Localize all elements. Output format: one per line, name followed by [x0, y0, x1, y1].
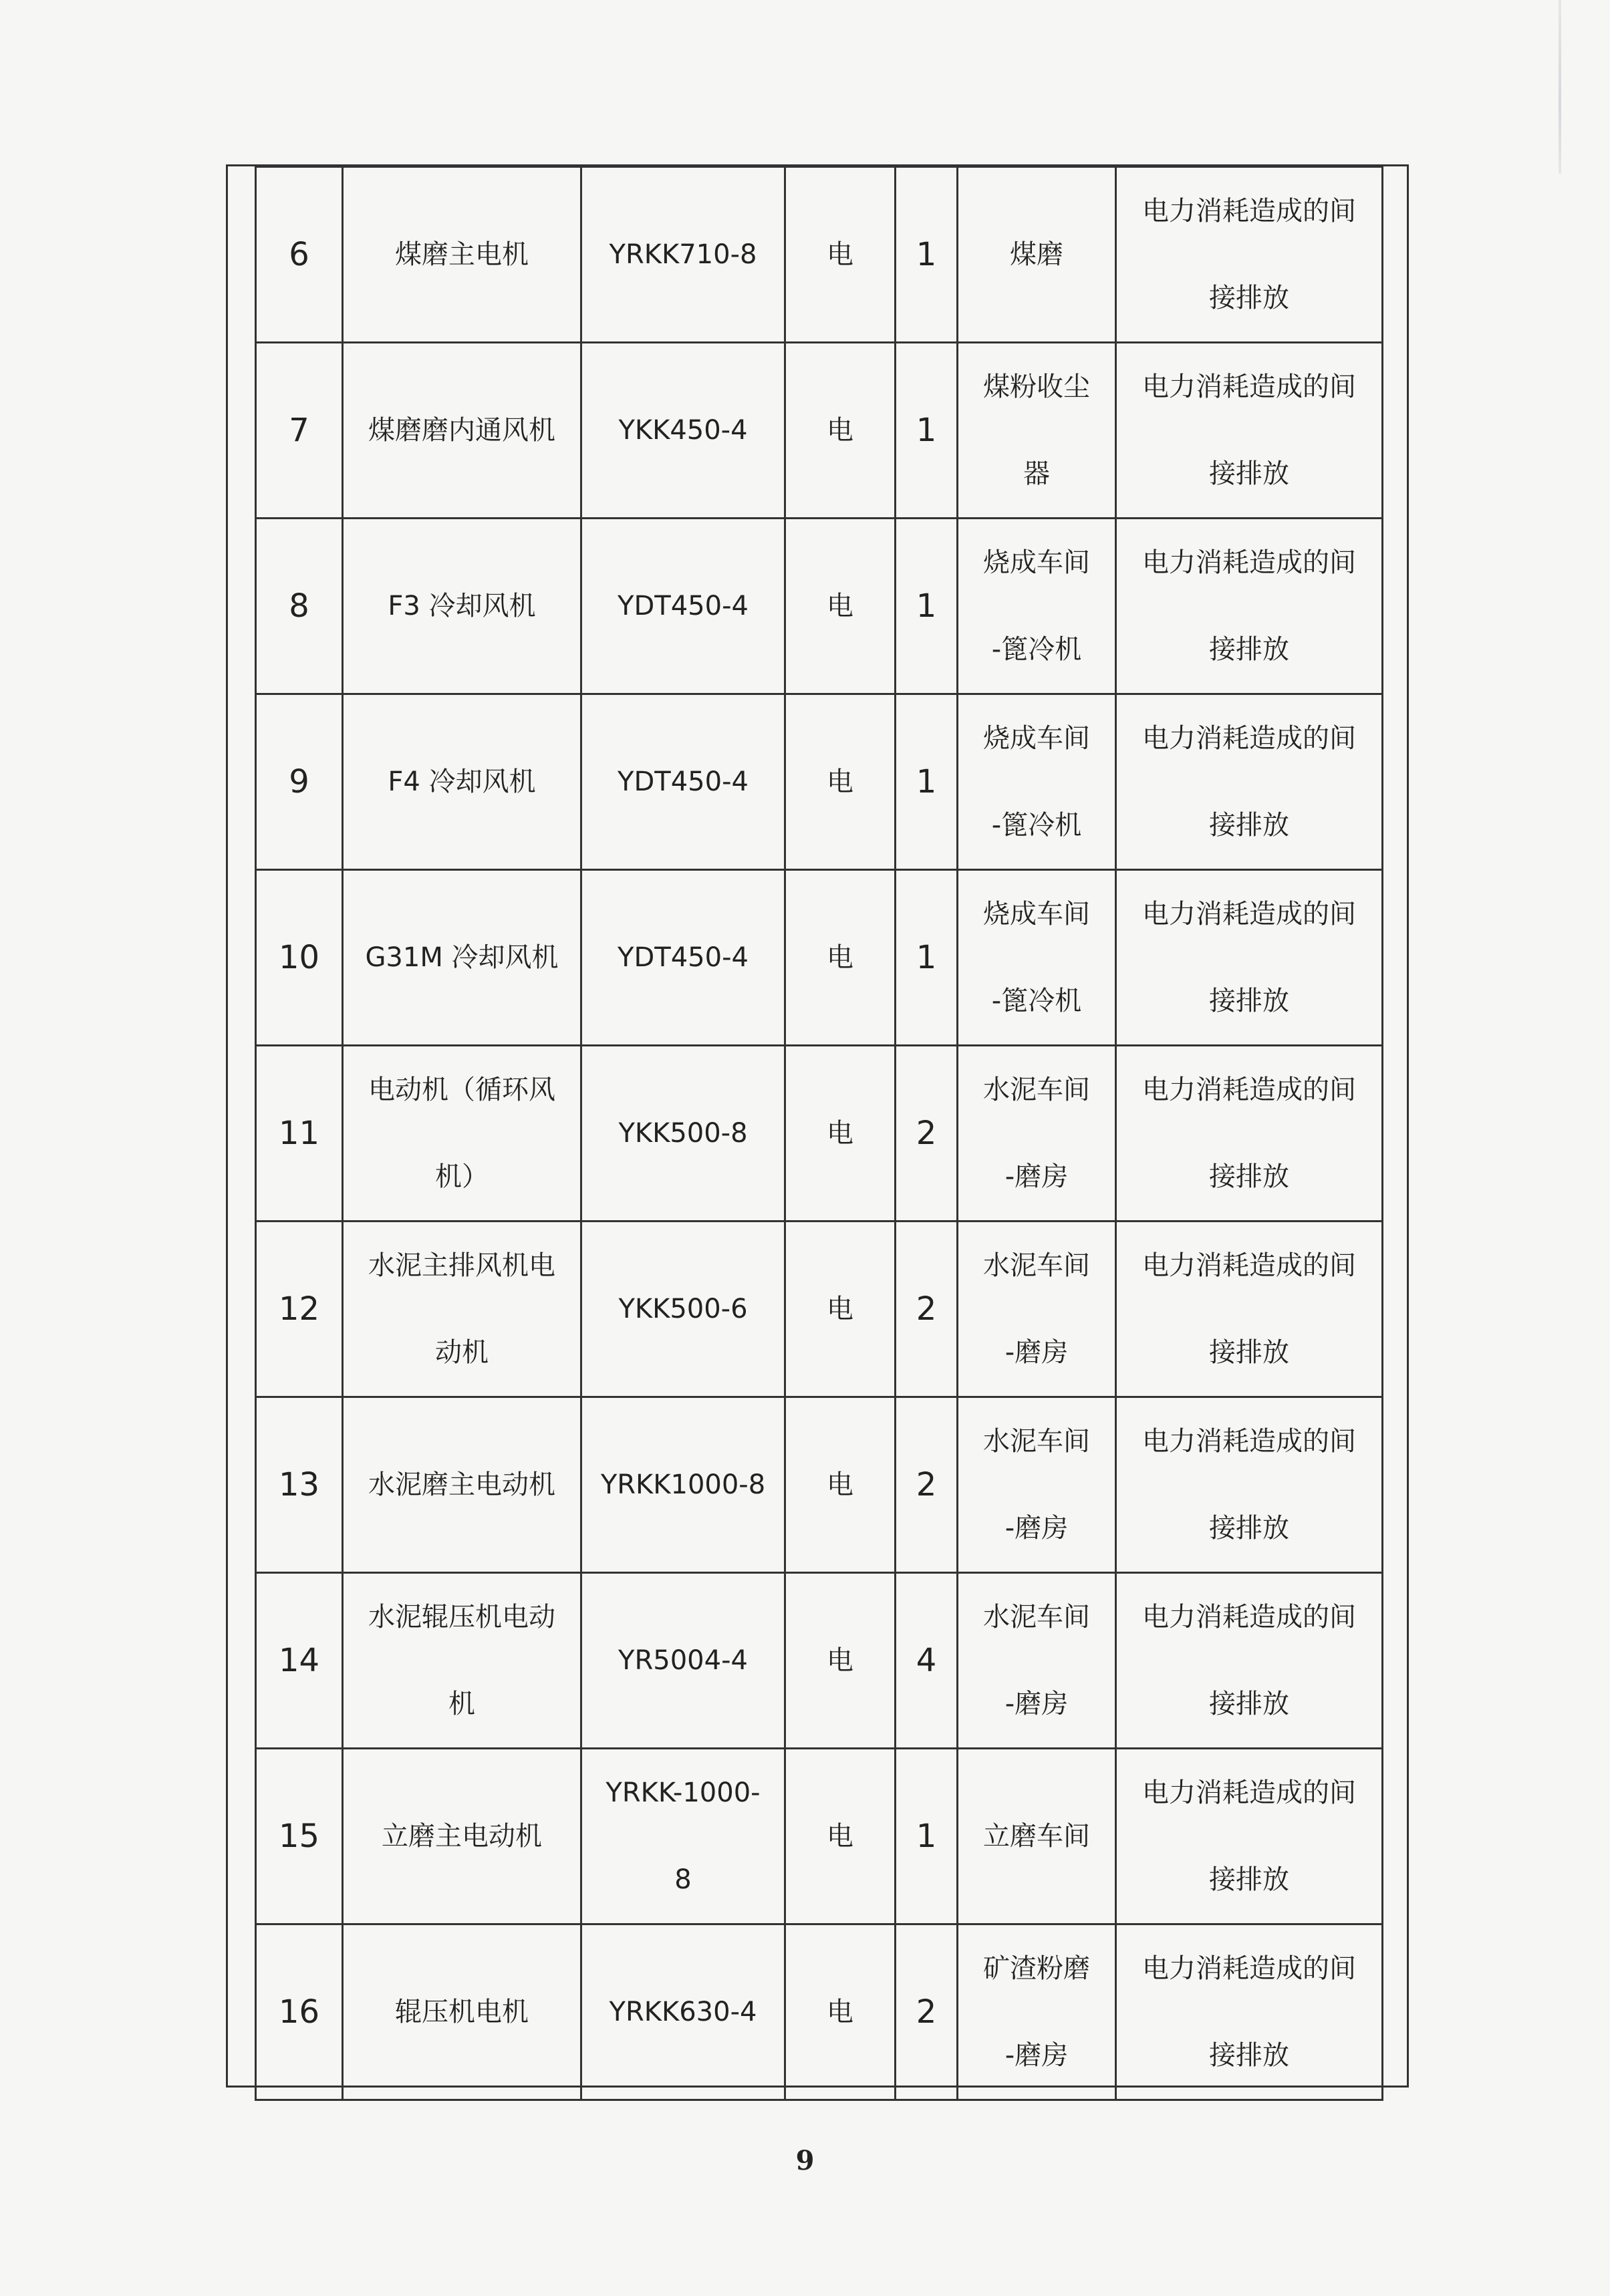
- model-line: YDT450-4: [618, 942, 749, 973]
- cell-equipment-name: [343, 694, 581, 870]
- location-line: -磨房: [1004, 2040, 1069, 2071]
- note-line: 接排放: [1209, 986, 1289, 1016]
- cell-no: 14: [256, 1573, 343, 1749]
- cell-quantity: 1: [896, 343, 958, 519]
- model-line: YRKK630-4: [609, 1997, 757, 2027]
- cell-note: [1116, 1924, 1383, 2100]
- note-line: 电力消耗造成的间: [1142, 1777, 1356, 1808]
- model-line: YKK500-8: [618, 1118, 748, 1149]
- location-line: 水泥车间: [983, 1426, 1090, 1457]
- table-row: [256, 519, 1383, 694]
- table-row: [256, 1222, 1383, 1397]
- cell-quantity: 1: [896, 1749, 958, 1924]
- cell-location: [958, 167, 1116, 343]
- model-line: YR5004-4: [618, 1645, 748, 1676]
- location-line: -磨房: [1004, 1337, 1069, 1368]
- cell-quantity: 4: [896, 1573, 958, 1749]
- model-line: YRKK-1000-: [606, 1777, 761, 1808]
- location-line: -磨房: [1004, 1161, 1069, 1192]
- cell-equipment-name: [343, 519, 581, 694]
- name-line: 机: [448, 1689, 475, 1719]
- cell-location: [958, 1222, 1116, 1397]
- cell-equipment-name: [343, 1749, 581, 1924]
- cell-no: 15: [256, 1749, 343, 1924]
- name-line: 立磨主电动机: [382, 1821, 542, 1852]
- note-line: 接排放: [1209, 283, 1289, 313]
- name-line: 辊压机电机: [395, 1997, 529, 2027]
- cell-quantity: 2: [896, 1046, 958, 1222]
- cell-quantity: 2: [896, 1397, 958, 1573]
- location-line: 烧成车间: [983, 899, 1090, 929]
- model-line: YKK450-4: [618, 415, 748, 446]
- location-line: 烧成车间: [983, 547, 1090, 578]
- cell-equipment-name: [343, 1573, 581, 1749]
- cell-location: [958, 1046, 1116, 1222]
- location-line: -篦冷机: [991, 810, 1082, 841]
- cell-model: [581, 1924, 785, 2100]
- cell-note: [1116, 1573, 1383, 1749]
- location-line: 器: [1023, 458, 1050, 489]
- cell-model: [581, 343, 785, 519]
- name-line: 煤磨主电机: [395, 239, 529, 270]
- name-line: 机）: [435, 1161, 489, 1192]
- cell-energy-type: 电: [785, 694, 896, 870]
- cell-note: [1116, 1046, 1383, 1222]
- cell-location: [958, 694, 1116, 870]
- note-line: 接排放: [1209, 634, 1289, 665]
- cell-equipment-name: [343, 1046, 581, 1222]
- model-line: YDT450-4: [618, 766, 749, 797]
- model-line: YRKK710-8: [609, 239, 757, 270]
- cell-energy-type: 电: [785, 343, 896, 519]
- cell-no: 6: [256, 167, 343, 343]
- cell-note: [1116, 870, 1383, 1046]
- note-line: 接排放: [1209, 1161, 1289, 1192]
- note-line: 接排放: [1209, 1689, 1289, 1719]
- model-line: 8: [674, 1864, 692, 1895]
- cell-quantity: 1: [896, 167, 958, 343]
- cell-energy-type: 电: [785, 167, 896, 343]
- table-row: [256, 167, 1383, 343]
- table-row: [256, 694, 1383, 870]
- cell-location: [958, 343, 1116, 519]
- cell-energy-type: 电: [785, 1749, 896, 1924]
- cell-quantity: 2: [896, 1222, 958, 1397]
- cell-location: [958, 1397, 1116, 1573]
- note-line: 电力消耗造成的间: [1142, 899, 1356, 929]
- table-row: [256, 1046, 1383, 1222]
- note-line: 接排放: [1209, 810, 1289, 841]
- note-line: 电力消耗造成的间: [1142, 547, 1356, 578]
- cell-model: [581, 167, 785, 343]
- cell-note: [1116, 1222, 1383, 1397]
- cell-equipment-name: [343, 1222, 581, 1397]
- cell-quantity: 1: [896, 870, 958, 1046]
- location-line: 水泥车间: [983, 1602, 1090, 1632]
- cell-model: [581, 1046, 785, 1222]
- cell-note: [1116, 1397, 1383, 1573]
- cell-energy-type: 电: [785, 519, 896, 694]
- cell-equipment-name: [343, 1397, 581, 1573]
- location-line: -篦冷机: [991, 634, 1082, 665]
- cell-energy-type: 电: [785, 1924, 896, 2100]
- location-line: -磨房: [1004, 1689, 1069, 1719]
- note-line: 电力消耗造成的间: [1142, 1250, 1356, 1281]
- name-line: 水泥磨主电动机: [368, 1469, 555, 1500]
- cell-location: [958, 1573, 1116, 1749]
- cell-model: [581, 1573, 785, 1749]
- name-line: 水泥主排风机电: [368, 1250, 555, 1281]
- cell-model: [581, 1397, 785, 1573]
- note-line: 电力消耗造成的间: [1142, 1602, 1356, 1632]
- cell-model: [581, 1222, 785, 1397]
- cell-no: 9: [256, 694, 343, 870]
- cell-no: 11: [256, 1046, 343, 1222]
- note-line: 电力消耗造成的间: [1142, 196, 1356, 227]
- note-line: 接排放: [1209, 458, 1289, 489]
- cell-no: 10: [256, 870, 343, 1046]
- cell-quantity: 1: [896, 519, 958, 694]
- cell-no: 16: [256, 1924, 343, 2100]
- cell-note: [1116, 694, 1383, 870]
- note-line: 接排放: [1209, 2040, 1289, 2071]
- equipment-table: [255, 166, 1383, 2101]
- location-line: 煤粉收尘: [983, 372, 1090, 402]
- table-body: [256, 167, 1383, 2100]
- cell-equipment-name: [343, 167, 581, 343]
- cell-note: [1116, 167, 1383, 343]
- cell-energy-type: 电: [785, 870, 896, 1046]
- name-line: 煤磨磨内通风机: [368, 415, 555, 446]
- table-row: [256, 1573, 1383, 1749]
- name-line: F3 冷却风机: [388, 591, 536, 621]
- name-line: 水泥辊压机电动: [368, 1602, 555, 1632]
- cell-location: [958, 870, 1116, 1046]
- cell-model: [581, 694, 785, 870]
- cell-energy-type: 电: [785, 1397, 896, 1573]
- model-line: YKK500-6: [618, 1294, 748, 1324]
- cell-quantity: 1: [896, 694, 958, 870]
- cell-no: 8: [256, 519, 343, 694]
- table-row: [256, 1749, 1383, 1924]
- cell-note: [1116, 343, 1383, 519]
- location-line: 立磨车间: [983, 1821, 1090, 1852]
- scan-artifact: [1559, 0, 1561, 174]
- table-row: [256, 1924, 1383, 2100]
- table-row: [256, 870, 1383, 1046]
- cell-no: 13: [256, 1397, 343, 1573]
- cell-equipment-name: [343, 343, 581, 519]
- cell-location: [958, 1749, 1116, 1924]
- location-line: -篦冷机: [991, 986, 1082, 1016]
- cell-equipment-name: [343, 870, 581, 1046]
- location-line: 矿渣粉磨: [983, 1953, 1090, 1984]
- cell-location: [958, 519, 1116, 694]
- cell-energy-type: 电: [785, 1046, 896, 1222]
- cell-equipment-name: [343, 1924, 581, 2100]
- note-line: 电力消耗造成的间: [1142, 372, 1356, 402]
- location-line: 烧成车间: [983, 723, 1090, 754]
- location-line: 水泥车间: [983, 1074, 1090, 1105]
- name-line: G31M 冷却风机: [365, 942, 559, 973]
- model-line: YDT450-4: [618, 591, 749, 621]
- cell-model: [581, 519, 785, 694]
- note-line: 电力消耗造成的间: [1142, 723, 1356, 754]
- location-line: 煤磨: [1010, 239, 1063, 270]
- note-line: 接排放: [1209, 1337, 1289, 1368]
- cell-no: 7: [256, 343, 343, 519]
- cell-energy-type: 电: [785, 1222, 896, 1397]
- cell-no: 12: [256, 1222, 343, 1397]
- cell-quantity: 2: [896, 1924, 958, 2100]
- location-line: -磨房: [1004, 1513, 1069, 1544]
- cell-note: [1116, 519, 1383, 694]
- cell-note: [1116, 1749, 1383, 1924]
- name-line: 动机: [435, 1337, 489, 1368]
- table-row: [256, 1397, 1383, 1573]
- note-line: 接排放: [1209, 1513, 1289, 1544]
- page-number: 9: [795, 2145, 815, 2176]
- name-line: F4 冷却风机: [388, 766, 536, 797]
- location-line: 水泥车间: [983, 1250, 1090, 1281]
- note-line: 电力消耗造成的间: [1142, 1074, 1356, 1105]
- table-row: [256, 343, 1383, 519]
- name-line: 电动机（循环风: [368, 1074, 555, 1105]
- cell-model: [581, 1749, 785, 1924]
- model-line: YRKK1000-8: [600, 1469, 766, 1500]
- cell-location: [958, 1924, 1116, 2100]
- cell-energy-type: 电: [785, 1573, 896, 1749]
- note-line: 电力消耗造成的间: [1142, 1426, 1356, 1457]
- cell-model: [581, 870, 785, 1046]
- note-line: 接排放: [1209, 1864, 1289, 1895]
- note-line: 电力消耗造成的间: [1142, 1953, 1356, 1984]
